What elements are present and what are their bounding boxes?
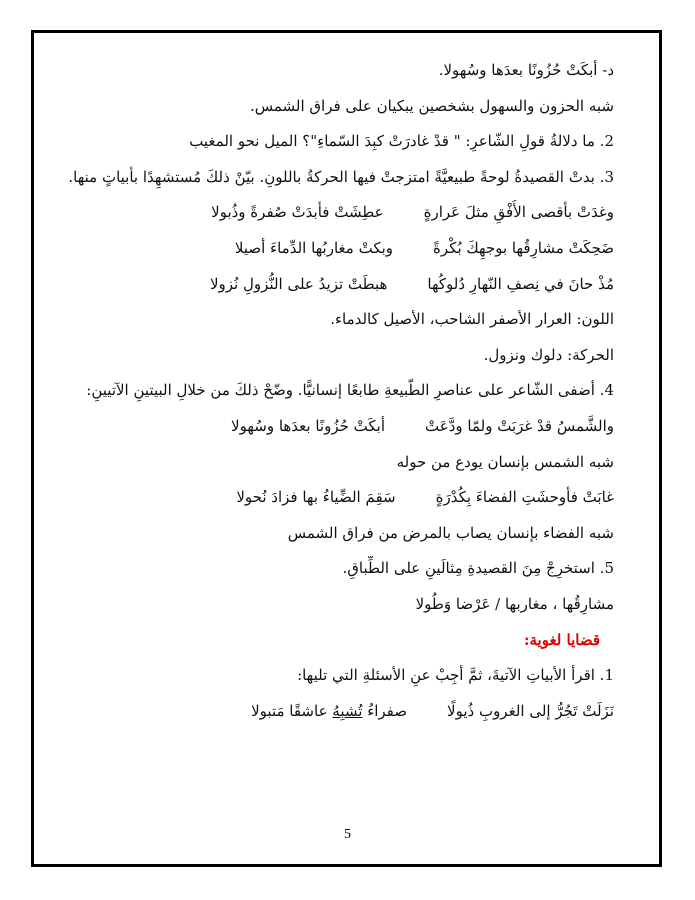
verse-line-d: د- أبكَتْ حُزُونًا بعدَها وسُهولا. <box>438 61 614 79</box>
answer-sun: شبه الشمس بإنسان يودع من حوله <box>396 452 614 471</box>
section-heading: قضايا لغوية: <box>523 630 600 649</box>
verse-text: صفراءُ <box>362 701 408 720</box>
verse-line <box>62 414 614 450</box>
verse-second-hemistich: سَقِمَ الضِّياءُ بها فزادَ نُحولا <box>236 488 396 507</box>
answer-space: شبه الفضاء بإنسان يصاب بالمرض من فراق الشمس <box>287 523 614 542</box>
verse-line <box>62 236 614 272</box>
verse-second-hemistich: أبكَتْ حُزُونًا بعدَها وسُهولا <box>231 416 386 435</box>
question-2: 2. ما دلالةُ قولِ الشّاعرِ: " قدْ غادرَتْ كبِدَ السّماءِ"؟ الميل نحو المغيب <box>189 132 614 151</box>
language-question-1: 1. اقرأ الأبياتِ الآتيةَ، ثمَّ أجِبْ عنِ الأسئلةِ التي تليها: <box>297 666 614 685</box>
question-5: 5. استخرِجْ مِنَ القصيدةِ مِثالَينِ على الطِّباقِ. <box>342 559 614 578</box>
page-number: 5 <box>344 827 351 842</box>
verse-first-hemistich: والشَّمسُ قدْ غرَبَتْ ولمّا ودَّعَتْ <box>425 416 614 435</box>
verse-line <box>62 485 614 521</box>
verse-line <box>62 200 614 236</box>
answer-5: مشارِقُها ، مغاربها / عَرْضا وَطُولا <box>415 594 614 613</box>
underlined-word: تُشبِهُ <box>332 701 363 720</box>
answer-color: اللون: العرار الأصفر الشاحب، الأصيل كالدماء. <box>330 310 614 329</box>
verse-second-hemistich <box>251 699 407 735</box>
verse-line <box>62 272 614 308</box>
verse-first-hemistich: وغدَتْ بأقصى الأُفْقِ مثلَ عَرارةٍ <box>423 203 614 222</box>
question-3: 3. بدتْ القصيدةُ لوحةً طبيعيَّةً امتزجتْ فيها الحركةُ باللونِ. بيّنْ ذلكَ مُستشهِدًا بأبياتٍ منها. <box>68 167 614 186</box>
verse-first-hemistich: مُذْ حانَ في نِصفِ النّهارِ دُلوكُها <box>427 274 614 293</box>
verse-text: عاشقًا مَتبولا <box>251 701 333 720</box>
explanation-text: شبه الحزون والسهول بشخصين يبكيان على فراق الشمس. <box>249 96 614 115</box>
verse-second-hemistich: عطِشَتْ فأبدَتْ صُفرةً وذُبولا <box>211 203 384 222</box>
document-body <box>62 58 614 734</box>
verse-first-hemistich: نَزَلَتْ تَجُرُّ إلى الغروبِ ذُيولًا <box>447 701 614 720</box>
question-4: 4. أضفى الشّاعر على عناصرِ الطّبيعةِ طابعًا إنسانيًّا. وضّحْ ذلكَ من خلالِ البيتينِ الآتيينِ: <box>86 381 614 400</box>
verse-first-hemistich: غابَتْ فأوحشَتِ الفضاءَ بِكُدْرَةٍ <box>435 488 614 507</box>
verse-first-hemistich: ضَحِكَتْ مشارِقُها بوجهِكَ بُكْرةً <box>433 238 614 257</box>
verse-second-hemistich: وبكتْ مغاربُها الدِّماءَ أصيلا <box>234 238 394 257</box>
answer-motion: الحركة: دلوك ونزول. <box>483 345 614 364</box>
verse-line <box>62 699 614 735</box>
verse-second-hemistich: هبطَتْ تزيدُ على النُّزولِ نُزولا <box>209 274 388 293</box>
